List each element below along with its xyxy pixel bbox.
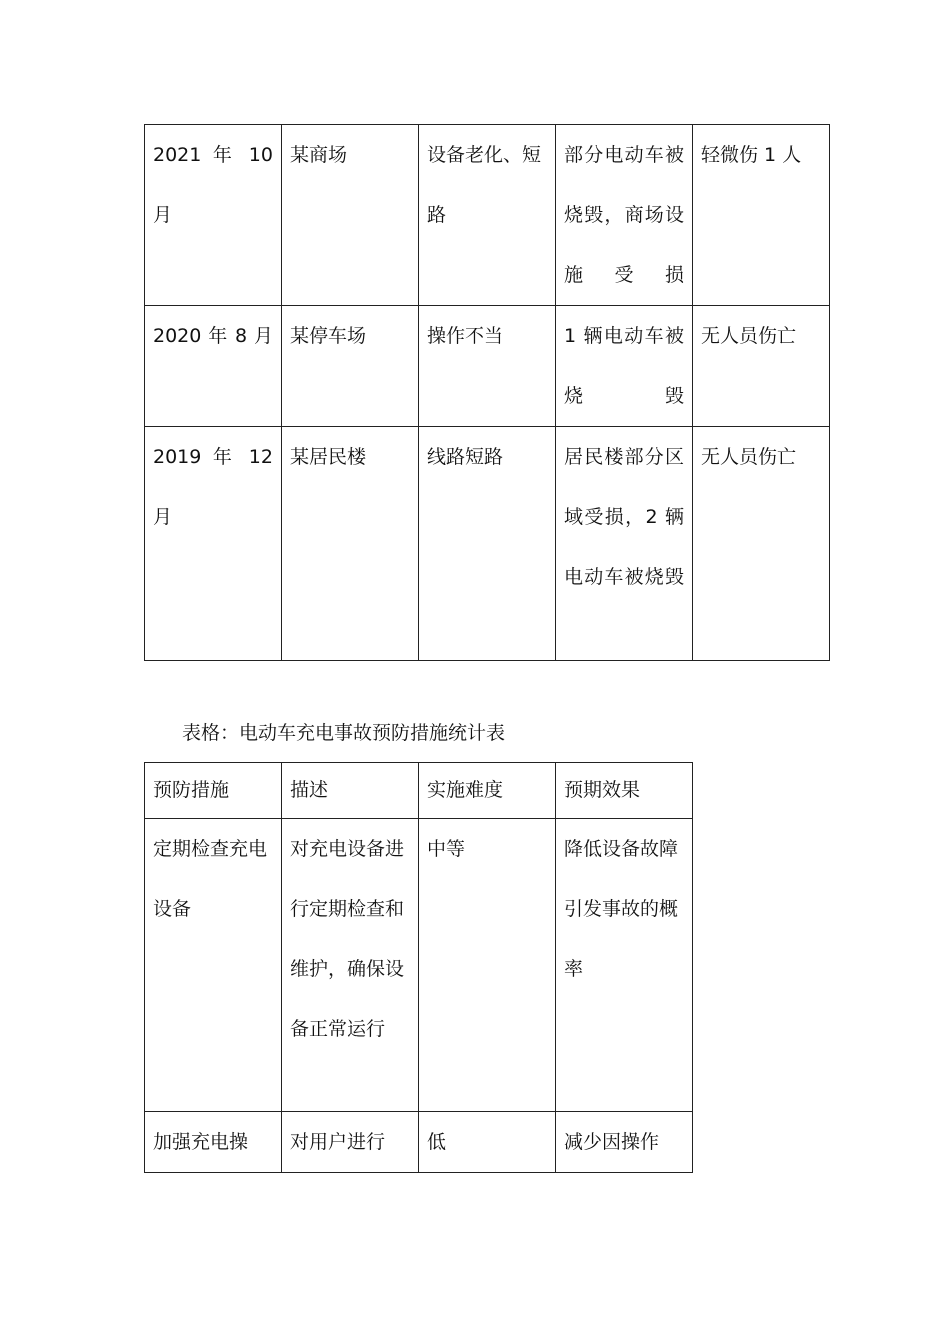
column-header: 实施难度	[419, 763, 556, 819]
measure-description: 对用户进行	[282, 1112, 419, 1173]
incident-cause: 设备老化、短路	[419, 125, 556, 306]
column-header: 描述	[282, 763, 419, 819]
incident-table	[144, 124, 830, 661]
incident-casualty: 无人员伤亡	[693, 427, 830, 661]
table-row	[145, 427, 830, 661]
measure-name: 加强充电操	[145, 1112, 282, 1173]
table-header-row	[145, 763, 693, 819]
incident-loss: 居民楼部分区域受损，2 辆电动车被烧毁	[556, 427, 693, 661]
incident-casualty: 轻微伤 1 人	[693, 125, 830, 306]
measure-difficulty: 低	[419, 1112, 556, 1173]
incident-date: 2021 年 10 月	[145, 125, 282, 306]
table-row	[145, 306, 830, 427]
column-header: 预期效果	[556, 763, 693, 819]
incident-location: 某商场	[282, 125, 419, 306]
incident-cause: 线路短路	[419, 427, 556, 661]
incident-casualty: 无人员伤亡	[693, 306, 830, 427]
incident-date: 2020 年 8 月	[145, 306, 282, 427]
incident-loss: 1 辆电动车被烧毁	[556, 306, 693, 427]
table-row	[145, 819, 693, 1112]
table-row	[145, 1112, 693, 1173]
column-header: 预防措施	[145, 763, 282, 819]
incident-loss: 部分电动车被烧毁，商场设施受损	[556, 125, 693, 306]
measure-description: 对充电设备进行定期检查和维护，确保设备正常运行	[282, 819, 419, 1112]
measure-name: 定期检查充电设备	[145, 819, 282, 1112]
incident-location: 某停车场	[282, 306, 419, 427]
measure-effect: 降低设备故障引发事故的概率	[556, 819, 693, 1112]
table-row	[145, 125, 830, 306]
incident-cause: 操作不当	[419, 306, 556, 427]
incident-location: 某居民楼	[282, 427, 419, 661]
incident-date: 2019 年 12 月	[145, 427, 282, 661]
table-caption: 表格：电动车充电事故预防措施统计表	[182, 722, 506, 744]
measure-effect: 减少因操作	[556, 1112, 693, 1173]
measures-table	[144, 762, 693, 1173]
measure-difficulty: 中等	[419, 819, 556, 1112]
